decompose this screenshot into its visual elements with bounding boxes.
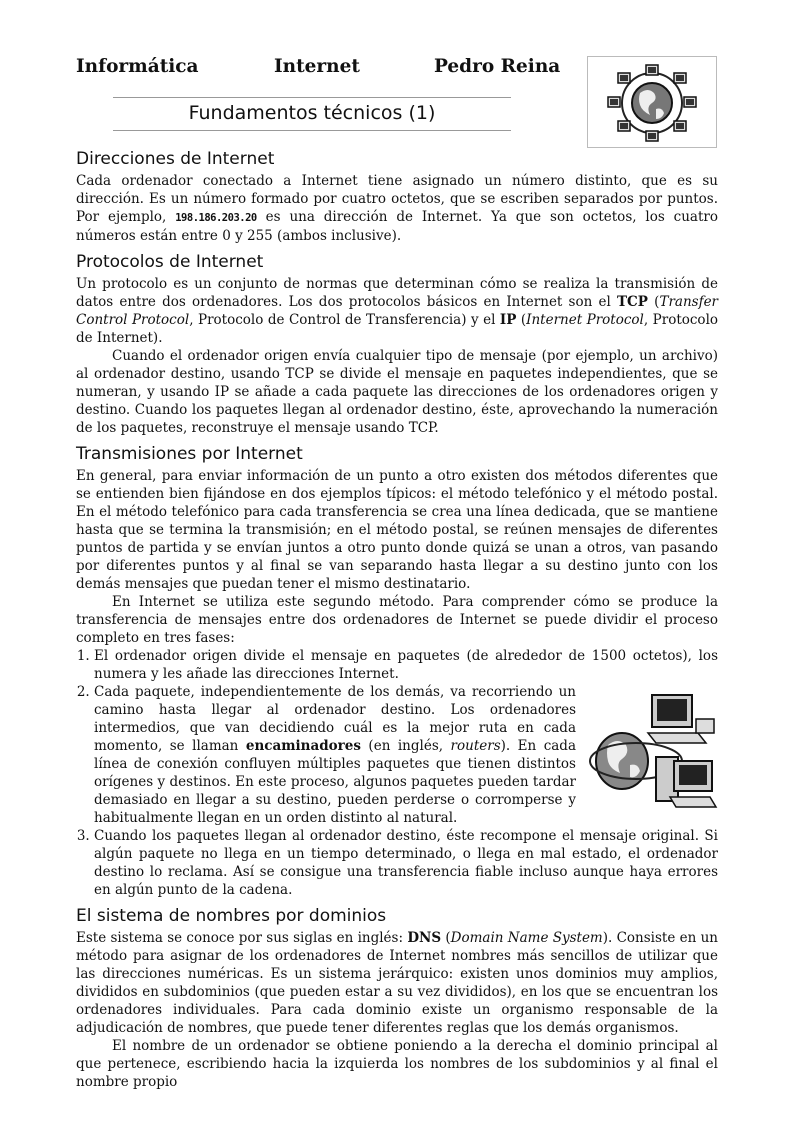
ip-example: 198.186.203.20 — [175, 212, 257, 224]
text: es una dirección de Internet. Ya que son octetos, los cuatro números están entre 0 y 255 (ambos inclusive). — [76, 209, 718, 244]
term-ip: IP — [499, 312, 517, 328]
title-rule-top — [113, 97, 511, 98]
paragraph-dns-1 — [76, 929, 718, 1037]
text: (en inglés, — [360, 738, 451, 754]
text: ). Consiste en un método para asignar de los ordenadores de Internet nombres más sencillos de utilizar que las direcciones numéricas. Es un sistema jerárquico: existen unos dominios muy amplios, divididos en subdominios (que pueden estar a su vez divididos), en los que se encuentran los ordenadores individuales. Para cada dominio existe un organismo responsable de la adjudicación de nombres, que puede tener diferentes reglas que los demás organismos. — [76, 930, 718, 1036]
term-encaminadores: encaminadores — [245, 738, 361, 754]
text: ( — [516, 312, 527, 328]
header-topic: Internet — [274, 56, 360, 77]
page-header — [76, 56, 561, 86]
phase-list — [76, 647, 718, 899]
term-tcp-full: Transfer Control Protocol — [76, 294, 719, 328]
term-dns-full: Domain Name System — [450, 930, 603, 946]
text: Un protocolo es un conjunto de normas que determinan cómo se realiza la transmisión de datos entre dos ordenadores. Los dos protocolos básicos en Internet son el — [76, 276, 718, 310]
document-body — [76, 142, 718, 1091]
paragraph-transmisiones-1: En general, para enviar información de un punto a otro existen dos métodos diferentes que se entienden bien fijándose en dos ejemplos típicos: el método telefónico y el método postal. En el método telefónico para cada transferencia se crea una línea dedicada, que se mantiene hasta que se termina la transmisión; en el método postal, se reúnen mensajes de diferentes puntos de partida y se envían juntos a otro punto donde quizá se unan a otros, van pasando por diferentes puntos y al final se van separando hasta llegar a su destino junto con los demás mensajes que puedan tener el mismo destinatario. — [76, 468, 718, 592]
text: Cada paquete, independientemente de los demás, va recorriendo un camino hasta llegar al ordenador destino. Los ordenadores intermedios, que van decidiendo cuál es la mejor ruta en cada momento, se llaman — [94, 684, 576, 754]
paragraph-direcciones — [76, 172, 718, 245]
paragraph-transmisiones-2: En Internet se utiliza este segundo método. Para comprender cómo se produce la transferencia de mensajes entre dos ordenadores de Internet se puede dividir el proceso completo en tres fases: — [76, 594, 718, 646]
paragraph-dns-2: El nombre de un ordenador se obtiene poniendo a la derecha el dominio principal al que pertenece, escribiendo hacia la izquierda los nombres de los subdominios y al final el nombre propio — [76, 1038, 718, 1090]
section-heading-protocolos: Protocolos de Internet — [76, 252, 264, 272]
section-heading-transmisiones: Transmisiones por Internet — [76, 444, 303, 464]
paragraph-protocolos-2: Cuando el ordenador origen envía cualquier tipo de mensaje (por ejemplo, un archivo) al ordenador destino, usando TCP se divide el mensaje en paquetes independientes, que se numeran, y usando IP se añade a cada paquete las direcciones de los ordenadores origen y destino. Cuando los paquetes llegan al ordenador destino, éste, aprovechando la numeración de los paquetes, reconstruye el mensaje usando TCP. — [76, 348, 718, 436]
text: , Protocolo de Control de Transferencia) y el — [189, 312, 500, 328]
text: ( — [441, 930, 451, 946]
text: ( — [647, 294, 660, 310]
section-heading-direcciones: Direcciones de Internet — [76, 149, 275, 169]
text: ). En cada línea de conexión confluyen múltiples paquetes que tienen distintos orígenes y destinos. En este proceso, algunos paquetes pueden tardar demasiado en llegar a su destino, pueden perderse o corromperse y habitualmente llegan en un orden distinto al natural. — [94, 738, 576, 826]
text: Este sistema se conoce por sus siglas en inglés: — [76, 930, 408, 946]
section-heading-dns: El sistema de nombres por dominios — [76, 906, 387, 926]
list-item: 1. El ordenador origen divide el mensaje en paquetes (de alrededor de 1500 octetos), los numera y les añade las direcciones Internet. — [94, 647, 718, 683]
computers-globe-network-icon — [586, 687, 718, 815]
paragraph-protocolos-1 — [76, 275, 718, 347]
logo-frame — [587, 56, 717, 148]
term-dns: DNS — [407, 930, 442, 946]
term-ip-full: Internet Protocol — [526, 312, 644, 328]
list-item — [94, 683, 718, 827]
globe-network-icon — [588, 57, 716, 147]
term-tcp: TCP — [617, 294, 648, 310]
text: , Protocolo de Internet). — [76, 312, 719, 346]
page-title: Fundamentos técnicos (1) — [188, 102, 436, 124]
list-item: 3. Cuando los paquetes llegan al ordenador destino, éste recompone el mensaje original. Si algún paquete no llega en un tiempo determinado, o llega en mal estado, el ordenador destino lo reclama. Así se consigue una transferencia fiable incluso aunque haya errores en algún punto de la cadena. — [94, 827, 718, 899]
header-author: Pedro Reina — [434, 56, 561, 77]
title-rule-bottom — [113, 130, 511, 131]
text: Cada ordenador conectado a Internet tiene asignado un número distinto, que es su dirección. Es un número formado por cuatro octetos, que se escriben separados por puntos. Por ejemplo, — [76, 173, 718, 225]
term-routers: routers — [450, 738, 501, 754]
header-subject: Informática — [76, 56, 199, 77]
